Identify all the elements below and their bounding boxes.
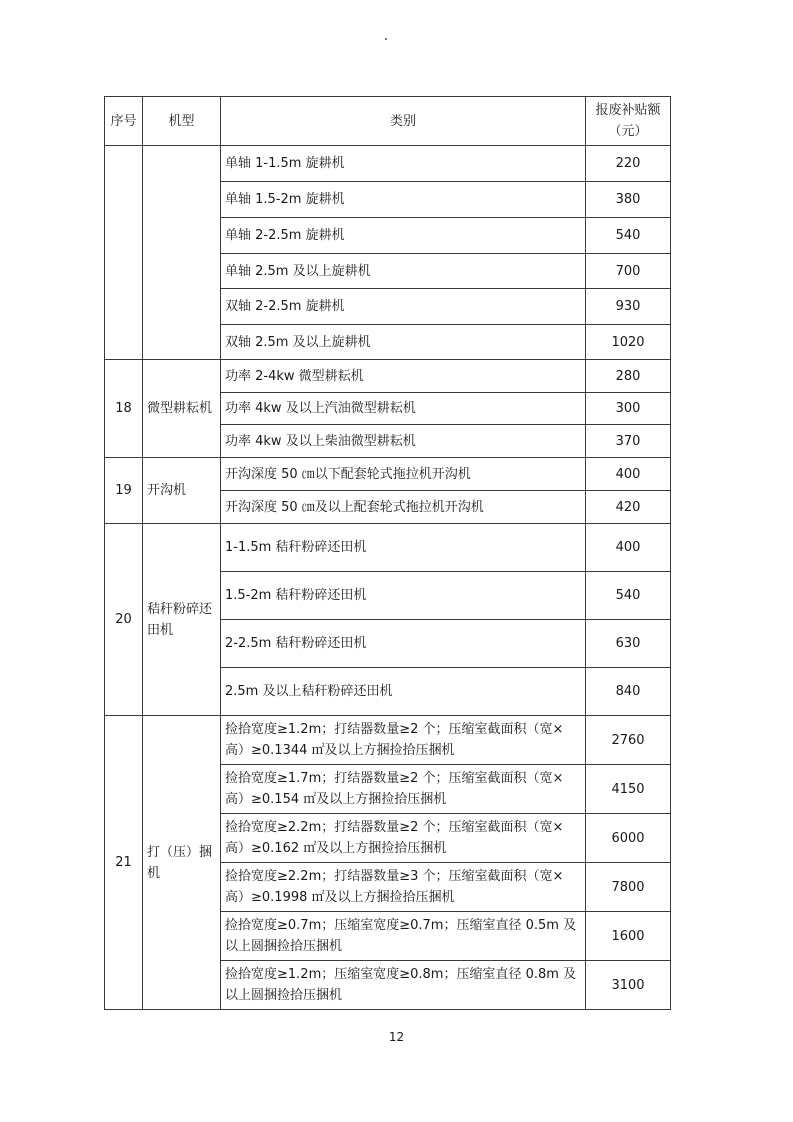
page-number: 12 [388, 1030, 405, 1044]
table-row [105, 146, 671, 182]
amount-cell: 280 [586, 360, 671, 393]
category-cell: 1.5-2m 秸秆粉碎还田机 [221, 572, 586, 620]
group-model-cell [143, 146, 221, 360]
amount-cell: 2760 [586, 716, 671, 765]
amount-cell: 400 [586, 524, 671, 572]
category-cell: 双轴 2-2.5m 旋耕机 [221, 289, 586, 325]
category-cell: 双轴 2.5m 及以上旋耕机 [221, 325, 586, 360]
group-model-cell: 打（压）捆机 [143, 716, 221, 1010]
category-cell: 捡拾宽度≥0.7m；压缩室宽度≥0.7m；压缩室直径 0.5m 及以上圆捆捡拾压捆机 [221, 912, 586, 961]
category-cell: 功率 2-4kw 微型耕耘机 [221, 360, 586, 393]
header-category: 类别 [221, 97, 586, 146]
category-cell: 捡拾宽度≥2.2m；打结器数量≥2 个；压缩室截面积（宽×高）≥0.162 ㎡及以上方捆捡拾压捆机 [221, 814, 586, 863]
amount-cell: 840 [586, 668, 671, 716]
category-cell: 单轴 1-1.5m 旋耕机 [221, 146, 586, 182]
amount-cell: 540 [586, 218, 671, 254]
amount-cell: 1600 [586, 912, 671, 961]
amount-cell: 370 [586, 425, 671, 458]
category-cell: 捡拾宽度≥2.2m；打结器数量≥3 个；压缩室截面积（宽×高）≥0.1998 ㎡及以上方捆捡拾压捆机 [221, 863, 586, 912]
amount-cell: 220 [586, 146, 671, 182]
group-model-cell: 秸秆粉碎还田机 [143, 524, 221, 716]
category-cell: 单轴 2-2.5m 旋耕机 [221, 218, 586, 254]
group-model-cell: 开沟机 [143, 458, 221, 524]
category-cell: 捡拾宽度≥1.7m；打结器数量≥2 个；压缩室截面积（宽×高）≥0.154 ㎡及以上方捆捡拾压捆机 [221, 765, 586, 814]
table-header-row [105, 97, 671, 146]
category-cell: 捡拾宽度≥1.2m；打结器数量≥2 个；压缩室截面积（宽×高）≥0.1344 ㎡及以上方捆捡拾压捆机 [221, 716, 586, 765]
amount-cell: 380 [586, 182, 671, 218]
amount-cell: 930 [586, 289, 671, 325]
group-index-cell: 18 [105, 360, 143, 458]
table-row [105, 360, 671, 393]
category-cell: 2.5m 及以上秸秆粉碎还田机 [221, 668, 586, 716]
header-model: 机型 [143, 97, 221, 146]
group-model-cell: 微型耕耘机 [143, 360, 221, 458]
category-cell: 捡拾宽度≥1.2m；压缩室宽度≥0.8m；压缩室直径 0.8m 及以上圆捆捡拾压捆机 [221, 961, 586, 1010]
subsidy-table [104, 96, 671, 1010]
amount-cell: 630 [586, 620, 671, 668]
category-cell: 功率 4kw 及以上汽油微型耕耘机 [221, 393, 586, 425]
header-amount: 报废补贴额（元） [586, 97, 671, 146]
category-cell: 功率 4kw 及以上柴油微型耕耘机 [221, 425, 586, 458]
table-row [105, 716, 671, 765]
amount-cell: 6000 [586, 814, 671, 863]
amount-cell: 7800 [586, 863, 671, 912]
scan-speck [385, 38, 387, 40]
category-cell: 2-2.5m 秸秆粉碎还田机 [221, 620, 586, 668]
amount-cell: 4150 [586, 765, 671, 814]
category-cell: 1-1.5m 秸秆粉碎还田机 [221, 524, 586, 572]
table-row [105, 524, 671, 572]
header-index: 序号 [105, 97, 143, 146]
category-cell: 开沟深度 50 ㎝以下配套轮式拖拉机开沟机 [221, 458, 586, 491]
amount-cell: 300 [586, 393, 671, 425]
table-body [105, 146, 671, 1010]
category-cell: 单轴 1.5-2m 旋耕机 [221, 182, 586, 218]
table-row [105, 458, 671, 491]
amount-cell: 1020 [586, 325, 671, 360]
category-cell: 开沟深度 50 ㎝及以上配套轮式拖拉机开沟机 [221, 491, 586, 524]
group-index-cell [105, 146, 143, 360]
amount-cell: 400 [586, 458, 671, 491]
group-index-cell: 21 [105, 716, 143, 1010]
group-index-cell: 19 [105, 458, 143, 524]
category-cell: 单轴 2.5m 及以上旋耕机 [221, 254, 586, 289]
amount-cell: 3100 [586, 961, 671, 1010]
amount-cell: 700 [586, 254, 671, 289]
amount-cell: 420 [586, 491, 671, 524]
group-index-cell: 20 [105, 524, 143, 716]
amount-cell: 540 [586, 572, 671, 620]
